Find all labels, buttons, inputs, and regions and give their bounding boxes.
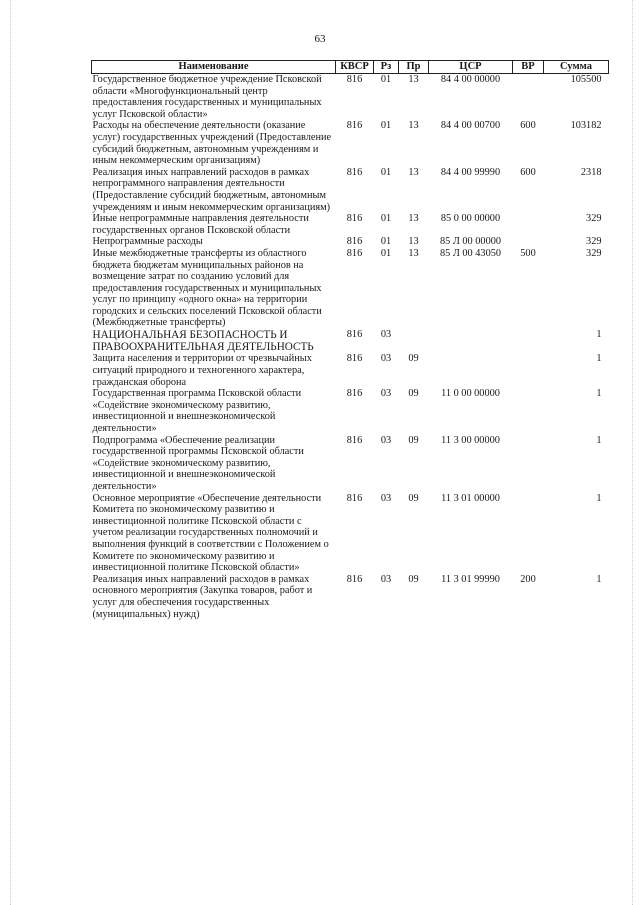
table-row [92,574,609,620]
cell-pr: 13 [408,213,419,225]
cell-pr: 13 [408,236,419,248]
table-row [92,329,609,353]
cell-rz: 03 [380,353,392,365]
cell-csr [429,353,513,388]
cell-vr [513,435,544,493]
cell-name: НАЦИОНАЛЬНАЯ БЕЗОПАСНОСТЬ И ПРАВООХРАНИТЕЛЬНАЯ ДЕЯТЕЛЬНОСТЬ [92,329,314,354]
cell-vr: 600 [520,166,536,178]
table-row [92,120,609,166]
table-row [92,236,609,248]
cell-csr: 11 3 00 00000 [441,434,500,446]
cell-kvsr: 816 [346,166,363,178]
cell-pr: 09 [408,573,419,585]
cell-csr: 85 Л 00 43050 [439,247,502,259]
header-vr: ВР [513,61,544,74]
cell-vr: 500 [520,247,536,259]
cell-rz: 01 [380,247,392,259]
header-kvsr: КВСР [336,61,374,74]
cell-rz: 01 [380,74,392,85]
cell-kvsr: 816 [346,236,363,248]
table-body [92,74,609,621]
cell-pr: 13 [408,120,419,132]
cell-sum: 1 [596,573,602,585]
cell-kvsr: 816 [346,329,363,341]
cell-rz: 01 [380,213,392,225]
cell-csr: 84 4 00 00700 [440,120,501,132]
cell-rz: 03 [380,492,392,504]
table-row [92,213,609,236]
cell-csr: 85 0 00 00000 [440,213,501,225]
cell-sum: 105500 [570,74,602,85]
table-row [92,74,609,121]
cell-kvsr: 816 [346,492,363,504]
cell-csr [429,329,513,353]
cell-name: Государственное бюджетное учреждение Псковской области «Многофункциональный центр предоставления государственных и муниципальных услуг Псковской области» [92,74,322,120]
cell-sum: 1 [596,388,602,400]
scan-margin-left [10,0,12,905]
budget-table [91,60,609,620]
cell-vr [513,213,544,236]
header-name: Наименование [92,61,336,74]
cell-rz: 01 [380,236,392,248]
cell-pr [399,329,429,353]
cell-pr: 13 [408,247,419,259]
cell-name: Государственная программа Псковской области «Содействие экономическому развитию, инвестиционной и внешнеэкономической деятельности» [92,388,302,435]
cell-sum: 329 [586,247,602,259]
table-row [92,248,609,329]
cell-name: Реализация иных направлений расходов в рамках непрограммного направления деятельности (Предоставление субсидий бюджетным, автономным учреждениям и иным некоммерческим организациям) [92,166,331,213]
cell-sum: 1 [596,434,602,446]
cell-pr: 09 [408,492,419,504]
cell-kvsr: 816 [346,213,363,225]
cell-pr: 13 [408,74,419,85]
cell-name: Расходы на обеспечение деятельности (оказание услуг) государственных учреждений (Предоставление субсидий бюджетным, автономным учреждениям и иным некоммерческим организациям) [92,120,332,167]
cell-rz: 01 [380,120,392,132]
cell-sum: 329 [586,213,602,225]
cell-name: Реализация иных направлений расходов в рамках основного мероприятия (Закупка товаров, работ и услуг для обеспечения государственных (муниципальных) нужд) [92,573,313,620]
cell-sum: 1 [596,492,602,504]
cell-vr: 600 [520,120,536,132]
cell-csr: 11 0 00 00000 [441,388,500,400]
header-row [92,61,609,74]
table-row [92,353,609,388]
cell-kvsr: 816 [346,74,363,85]
cell-pr: 09 [408,353,419,365]
cell-pr: 13 [408,166,419,178]
cell-name: Иные межбюджетные трансферты из областного бюджета бюджетам муниципальных районов на возмещение затрат по созданию условий для предоставления государственных и муниципальных услуг по принципу «одного окна» на территории городских и сельских поселений Псковской области (Межбюджетные трансферты) [92,247,322,329]
page-number: 63 [314,33,326,45]
cell-csr: 11 3 01 99990 [441,573,500,585]
cell-kvsr: 816 [346,247,363,259]
cell-sum: 1 [596,329,602,341]
cell-vr [513,353,544,388]
cell-sum: 103182 [570,120,602,132]
table-row [92,388,609,434]
cell-vr: 200 [520,573,536,585]
cell-vr [513,329,544,353]
cell-kvsr: 816 [346,388,363,400]
cell-csr: 84 4 00 99990 [440,166,501,178]
cell-name: Подпрограмма «Обеспечение реализации государственной программы Псковской области «Содействие экономическому развитию, инвестиционной и внешнеэкономической деятельности» [92,434,304,492]
cell-vr [513,493,544,574]
cell-rz: 01 [380,166,392,178]
cell-csr: 11 3 01 00000 [441,492,500,504]
cell-rz: 03 [380,388,392,400]
table-row [92,167,609,213]
cell-kvsr: 816 [346,120,363,132]
cell-name: Основное мероприятие «Обеспечение деятельности Комитета по экономическому развитию и инвестиционной политике Псковской области с учетом реализации государственных полномочий и выполнения функций в соответствии с Положением о Комитете по экономическому развитию и инвестиционной политике Псковской области» [92,492,329,574]
cell-vr [513,236,544,248]
cell-vr [513,388,544,434]
table-row [92,493,609,574]
scan-margin-right [632,0,634,905]
cell-sum: 329 [586,236,602,248]
header-sum: Сумма [544,61,609,74]
cell-vr [513,74,544,121]
cell-csr: 85 Л 00 00000 [439,236,502,248]
cell-name: Непрограммные расходы [92,236,203,248]
cell-csr: 84 4 00 00000 [440,74,501,85]
cell-name: Защита населения и территории от чрезвычайных ситуаций природного и техногенного характера, гражданская оборона [92,353,312,388]
table-row [92,435,609,493]
cell-rz: 03 [380,329,392,341]
header-csr: ЦСР [429,61,513,74]
cell-pr: 09 [408,434,419,446]
cell-name: Иные непрограммные направления деятельности государственных органов Псковской области [92,213,309,236]
cell-kvsr: 816 [346,353,363,365]
header-rz: Рз [374,61,399,74]
header-pr: Пр [399,61,429,74]
cell-kvsr: 816 [346,434,363,446]
cell-rz: 03 [380,573,392,585]
cell-sum: 2318 [580,166,602,178]
cell-kvsr: 816 [346,573,363,585]
cell-rz: 03 [380,434,392,446]
cell-sum: 1 [596,353,602,365]
cell-pr: 09 [408,388,419,400]
